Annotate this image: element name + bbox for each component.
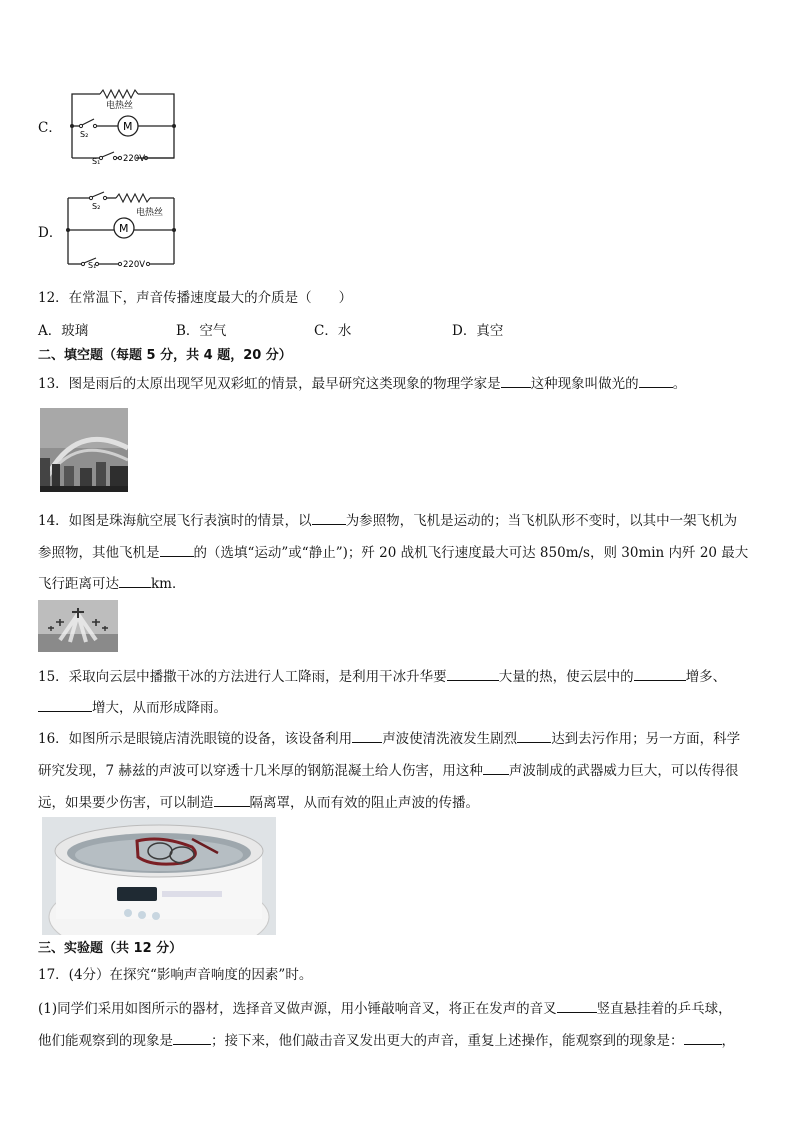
voltage-label-c: 220V	[123, 154, 146, 164]
q16-text-1a: 16．如图所示是眼镜店清洗眼镜的设备，该设备利用	[38, 731, 353, 747]
q17-text-2b: ；接下来，他们敲击音叉发出更大的声音，重复上述操作，能观察到的现象是：	[211, 1033, 684, 1049]
q16-text-1b: 声波使清洗液发生剧烈	[382, 731, 518, 747]
voltage-label-d: 220V	[123, 260, 146, 268]
q17-text-2c: ，	[721, 1033, 735, 1049]
option-c-label[interactable]: C．	[38, 120, 62, 136]
q16-line-1	[38, 728, 740, 748]
q15-text-1c: 增多、	[685, 669, 727, 685]
switch-s2-label-c: S₂	[80, 130, 89, 139]
q16-text-1c: 达到去污作用；另一方面，科学	[551, 731, 741, 747]
q15-blank-2[interactable]	[634, 666, 686, 681]
q14-text-1a: 14．如图是珠海航空展飞行表演时的情景，以	[38, 513, 312, 529]
q14-blank-1[interactable]	[312, 510, 346, 525]
section2-title: 二、填空题（每题 5 分，共 4 题，20 分）	[38, 348, 292, 363]
q16-text-2b: 声波制成的武器威力巨大，可以传得很	[508, 763, 739, 779]
q16-text-3a: 远，如果要少伤害，可以制造	[38, 795, 214, 811]
q16-text-2a: 研究发现，7 赫兹的声波可以穿透十几米厚的钢筋混凝土给人伤害，用这种	[38, 763, 483, 779]
q14-blank-3[interactable]	[119, 573, 151, 588]
q17-line-1	[38, 998, 732, 1018]
q14-text-2b: 的（选填“运动”或“静止”)；歼 20 战机飞行速度最大可达 850m/s，则 30min 内歼 20 最大	[193, 545, 749, 561]
q17-text-1b: 竖直悬挂着的乒乓球，	[596, 1001, 732, 1017]
switch-s2-label-d: S₂	[92, 202, 101, 211]
q12-option-b[interactable]: B．空气	[176, 323, 227, 339]
q15-text-1b: 大量的热，使云层中的	[498, 669, 634, 685]
q14-line-3	[38, 573, 185, 593]
heater-label-d: 电热丝	[136, 208, 164, 218]
motor-label-d: M	[119, 222, 129, 235]
q16-line-2	[38, 760, 738, 780]
q16-blank-3[interactable]	[483, 760, 509, 775]
q16-blank-2[interactable]	[517, 728, 551, 743]
airshow-photo	[38, 600, 118, 652]
switch-s2-c	[82, 119, 94, 125]
q14-text-1b: 为参照物，飞机是运动的；当飞机队形不变时，以其中一架飞机为	[345, 513, 738, 529]
switch-s2-d	[92, 192, 104, 197]
q16-blank-1[interactable]	[352, 728, 382, 743]
q13-part3: 。	[672, 376, 687, 392]
q14-line-1	[38, 510, 737, 530]
switch-s1-label-c: S₁	[92, 157, 101, 164]
q15-line-1	[38, 666, 726, 686]
q12-option-a[interactable]: A．玻璃	[38, 323, 89, 339]
q13-blank-1[interactable]	[501, 373, 531, 388]
motor-label-c: M	[123, 120, 133, 133]
q17-stem: 17．(4分）在探究“影响声音响度的因素”时。	[38, 967, 313, 983]
q17-blank-3[interactable]	[684, 1030, 722, 1045]
q17-line-2	[38, 1030, 735, 1050]
q14-text-3a: 飞行距离可达	[38, 576, 119, 592]
q15-text-2b: 增大，从而形成降雨。	[92, 700, 227, 716]
heater-label-c: 电热丝	[106, 101, 134, 111]
q14-text-2a: 参照物，其他飞机是	[38, 545, 160, 561]
double-rainbow-photo	[40, 408, 128, 492]
q14-line-2	[38, 542, 748, 562]
q15-line-2	[38, 697, 227, 717]
q14-text-3b: km．	[151, 576, 186, 592]
q15-blank-1[interactable]	[447, 666, 499, 681]
q12-option-d[interactable]: D．真空	[452, 323, 504, 339]
q17-blank-1[interactable]	[557, 998, 597, 1013]
section3-title: 三、实验题（共 12 分）	[38, 941, 183, 956]
q15-blank-3[interactable]	[38, 697, 92, 712]
ultrasonic-cleaner-photo	[42, 817, 276, 935]
circuit-diagram-d	[62, 190, 180, 268]
heater-resistor-d	[116, 194, 150, 202]
q12-stem: 12．在常温下，声音传播速度最大的介质是（ ）	[38, 290, 353, 306]
q16-blank-4[interactable]	[214, 792, 250, 807]
option-d-label[interactable]: D．	[38, 225, 63, 241]
switch-s1-c	[102, 152, 114, 157]
q17-text-2a: 他们能观察到的现象是	[38, 1033, 173, 1049]
q12-option-c[interactable]: C．水	[314, 323, 352, 339]
q17-text-1a: (1)同学们采用如图所示的器材，选择音叉做声源，用小锤敲响音叉，将正在发声的音叉	[38, 1001, 557, 1017]
q16-text-3b: 隔离罩，从而有效的阻止声波的传播。	[249, 795, 479, 811]
q17-blank-2[interactable]	[173, 1030, 211, 1045]
heater-resistor-c	[100, 90, 138, 98]
q13-part1: 13．图是雨后的太原出现罕见双彩虹的情景，最早研究这类现象的物理学家是	[38, 376, 501, 392]
circuit-diagram-c	[62, 88, 180, 164]
q15-text-1a: 15．采取向云层中播撒干冰的方法进行人工降雨，是利用干冰升华要	[38, 669, 447, 685]
q13-text	[38, 373, 686, 393]
q13-part2: 这种现象叫做光的	[530, 376, 639, 392]
q14-blank-2[interactable]	[160, 542, 194, 557]
q16-line-3	[38, 792, 479, 812]
switch-s1-label-d: S₁	[88, 261, 97, 268]
q13-blank-2[interactable]	[639, 373, 673, 388]
